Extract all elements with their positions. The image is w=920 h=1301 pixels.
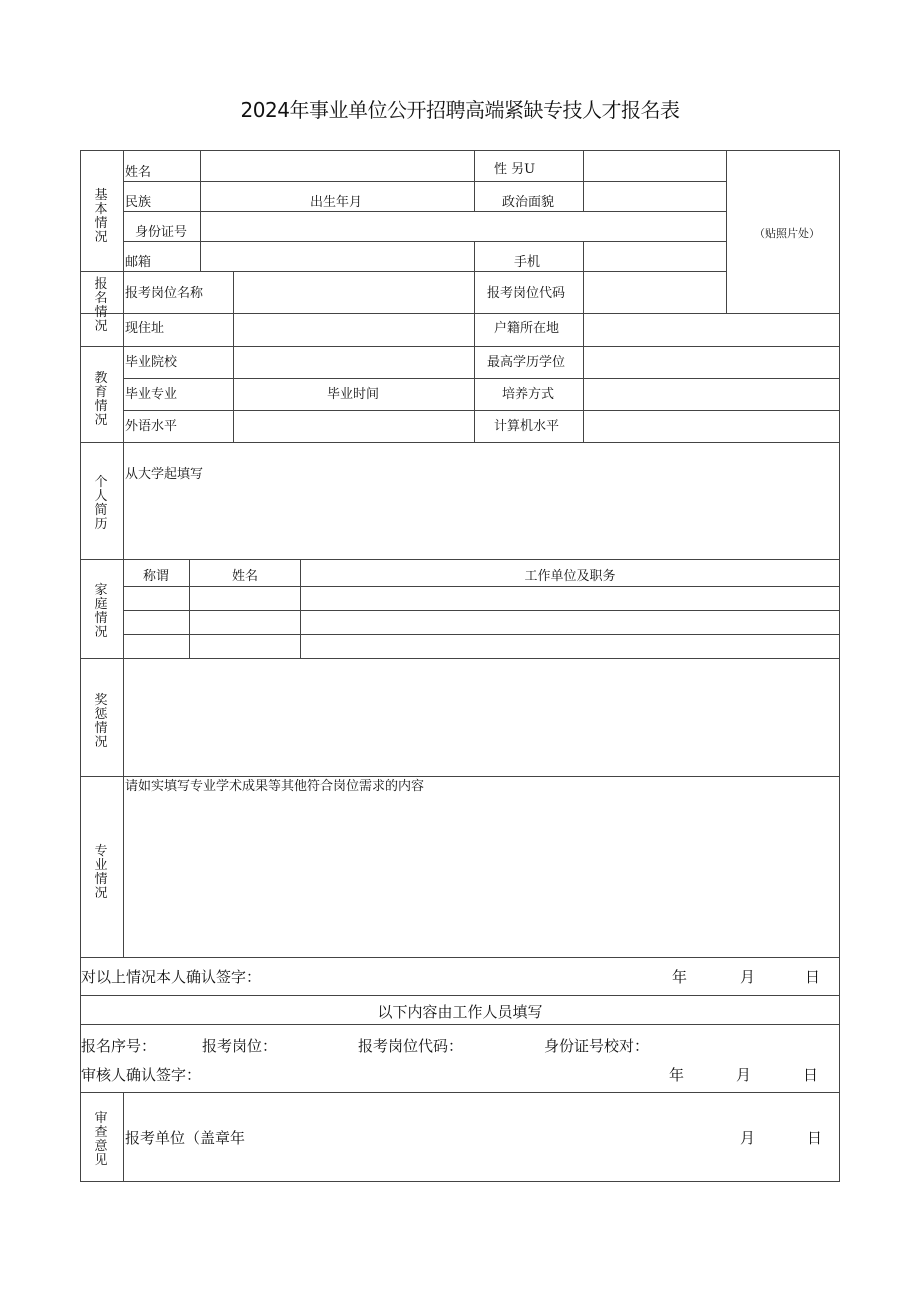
professional-hint: 请如实填写专业学术成果等其他符合岗位需求的内容 <box>125 779 425 794</box>
section-family: 家庭情况 <box>94 583 108 640</box>
review-day: 日 <box>807 1129 823 1147</box>
family-col-relation: 称谓 <box>142 569 170 584</box>
review-month: 月 <box>740 1129 756 1147</box>
staff-serial: 报名序号： <box>81 1037 157 1055</box>
label-school: 毕业院校 <box>125 355 178 370</box>
section-basic: 基本情况 <box>94 188 108 245</box>
staff-month: 月 <box>736 1066 752 1084</box>
staff-year: 年 <box>669 1066 685 1084</box>
staff-post-code: 报考岗位代码： <box>358 1037 464 1055</box>
label-language: 外语水平 <box>125 419 178 434</box>
label-birth: 出生年月 <box>310 195 363 210</box>
section-apply: 报名情况 <box>94 277 108 334</box>
section-review: 审查意见 <box>94 1111 108 1168</box>
confirm-year: 年 <box>672 968 688 986</box>
label-post-name: 报考岗位名称 <box>125 286 204 301</box>
label-hukou: 户籍所在地 <box>494 321 560 336</box>
label-computer: 计算机水平 <box>494 419 560 434</box>
staff-header: 以下内容由工作人员填写 <box>377 1003 543 1021</box>
confirm-month: 月 <box>740 968 756 986</box>
label-training: 培养方式 <box>502 387 555 402</box>
label-address: 现住址 <box>125 321 165 336</box>
resume-hint: 从大学起填写 <box>125 467 204 482</box>
label-political: 政治面貌 <box>502 195 555 210</box>
label-grad-time: 毕业时间 <box>327 387 380 402</box>
review-unit-stamp: 报考单位（盖章年 <box>125 1129 246 1147</box>
label-name: 姓名 <box>125 165 152 180</box>
section-resume: 个人简历 <box>94 475 108 532</box>
section-awards: 奖惩情况 <box>94 693 108 750</box>
section-education: 教育情况 <box>94 371 108 428</box>
label-ethnicity: 民族 <box>125 195 152 210</box>
staff-post: 报考岗位： <box>202 1037 278 1055</box>
staff-reviewer-signature: 审核人确认签字： <box>81 1066 202 1084</box>
label-email: 邮箱 <box>125 255 152 270</box>
photo-placeholder: （贴照片处） <box>754 227 820 240</box>
family-col-name: 姓名 <box>231 569 259 584</box>
label-major: 毕业专业 <box>125 387 178 402</box>
section-professional: 专业情况 <box>94 844 108 901</box>
staff-id-check: 身份证号校对： <box>544 1037 650 1055</box>
label-post-code: 报考岗位代码 <box>487 286 566 301</box>
label-gender: 性 另U <box>494 162 536 177</box>
label-degree: 最高学历学位 <box>487 355 566 370</box>
confirm-day: 日 <box>805 968 821 986</box>
self-confirm-signature: 对以上情况本人确认签字： <box>81 968 262 986</box>
family-col-work: 工作单位及职务 <box>524 569 616 584</box>
form-title: 2024年事业单位公开招聘高端紧缺专技人才报名表 <box>240 98 680 122</box>
label-phone: 手机 <box>514 255 541 270</box>
staff-day: 日 <box>803 1066 819 1084</box>
label-id-number: 身份证号 <box>135 225 188 240</box>
